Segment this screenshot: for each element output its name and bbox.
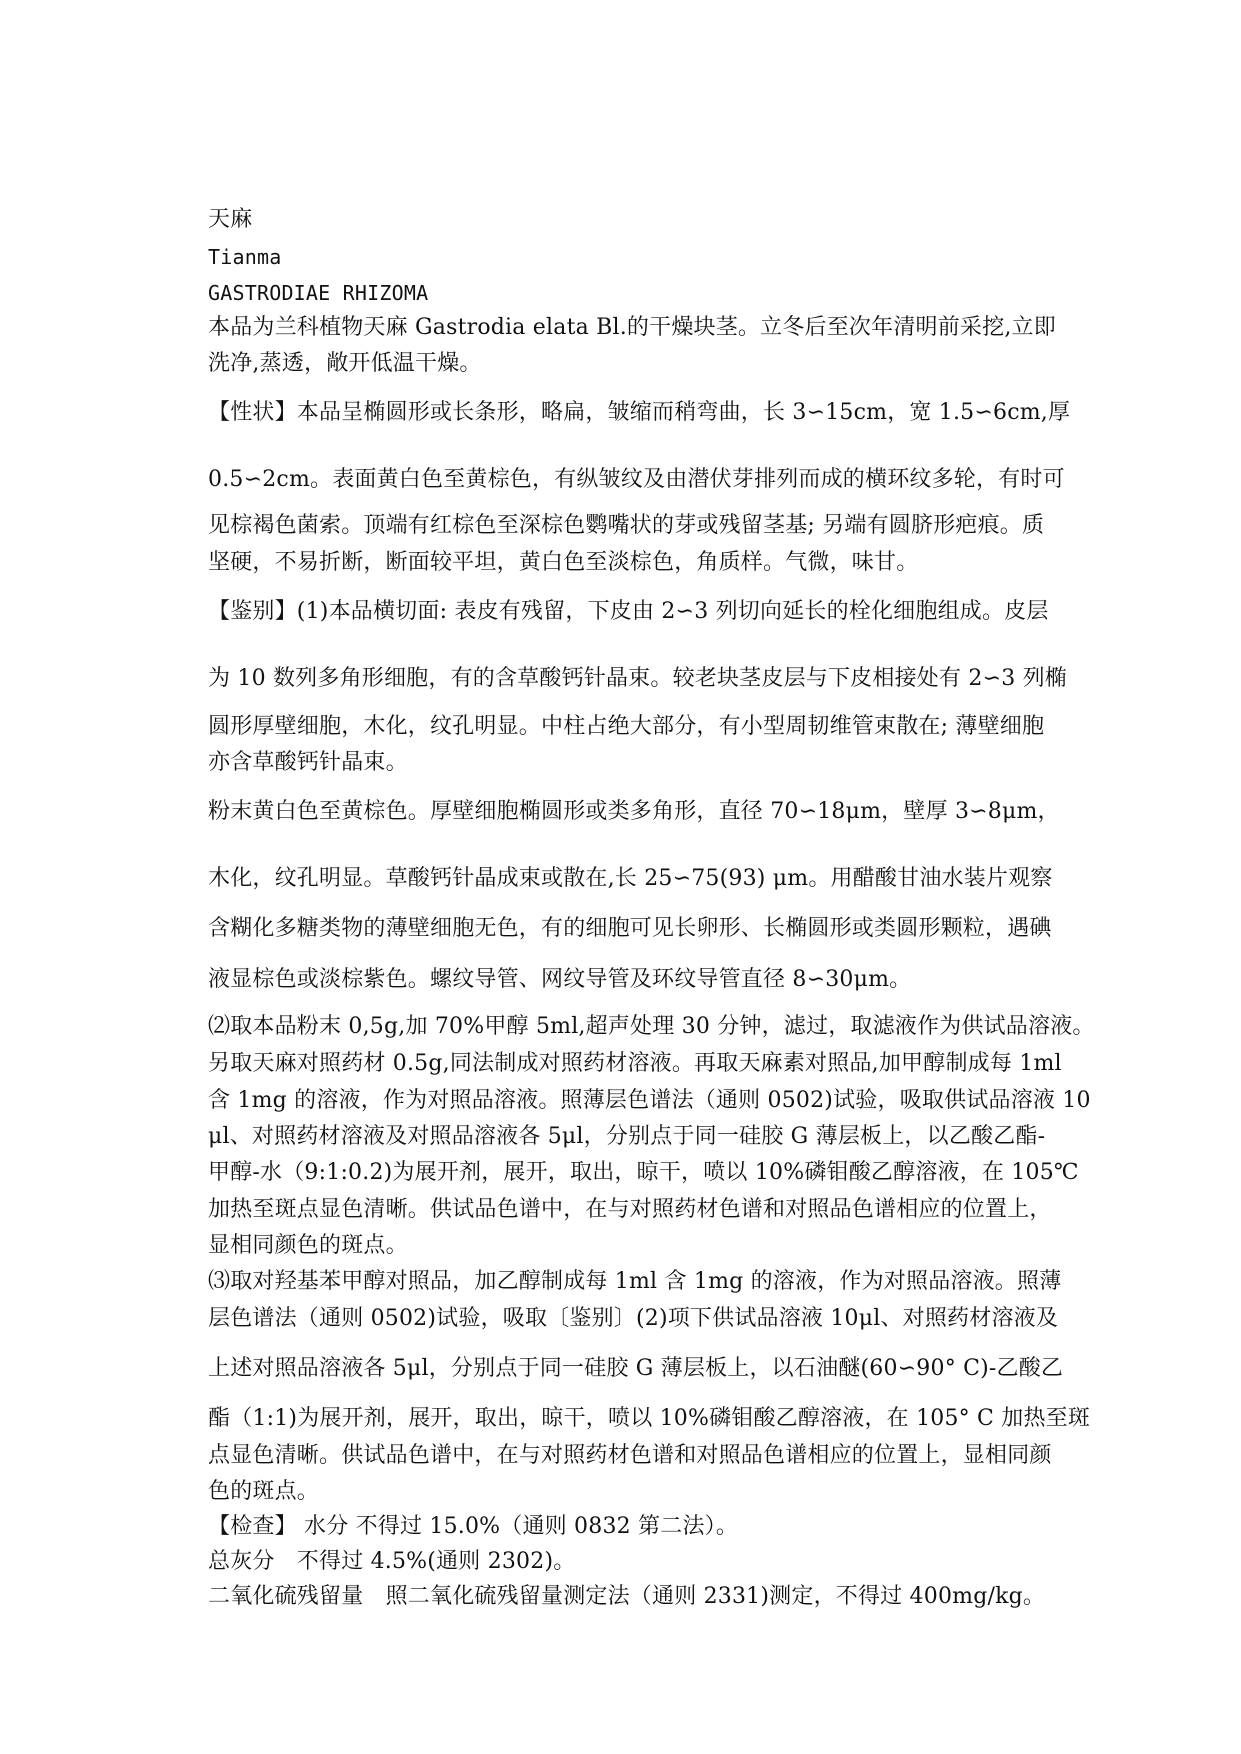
body-line: 二氧化硫残留量 照二氧化硫残留量测定法（通则 2331)测定，不得过 400mg/kg。 — [208, 1584, 1046, 1609]
title-pinyin: Tianma — [208, 245, 282, 269]
body-line: 含糊化多糖类物的薄壁细胞无色，有的细胞可见长卵形、长椭圆形或类圆形颗粒，遇碘 — [208, 916, 1052, 941]
body-line: 甲醇-水（9:1:0.2)为展开剂，展开，取出，晾干，喷以 10%磷钼酸乙醇溶液，在 105℃ — [208, 1160, 1079, 1185]
body-line: 总灰分 不得过 4.5%(通则 2302)。 — [208, 1549, 576, 1574]
body-line: 层色谱法（通则 0502)试验，吸取〔鉴别〕(2)项下供试品溶液 10μl、对照药材溶液及 — [208, 1306, 1059, 1331]
body-line: 坚硬，不易折断，断面较平坦，黄白色至淡棕色，角质样。气微，味甘。 — [208, 550, 919, 575]
body-line: 显相同颜色的斑点。 — [208, 1233, 408, 1258]
body-line: 0.5∽2cm。表面黄白色至黄棕色，有纵皱纹及由潜伏芽排列而成的横环纹多轮，有时可 — [208, 467, 1065, 492]
body-line: 酯（1:1)为展开剂，展开，取出，晾干，喷以 10%磷钼酸乙醇溶液，在 105° C 加热至斑 — [208, 1406, 1091, 1431]
body-line: 【鉴别】(1)本品横切面: 表皮有残留，下皮由 2∽3 列切向延长的栓化细胞组成。皮层 — [208, 599, 1049, 624]
body-line: 另取天麻对照药材 0.5g,同法制成对照药材溶液。再取天麻素对照品,加甲醇制成每 1ml — [208, 1051, 1062, 1076]
body-line: 【性状】本品呈椭圆形或长条形，略扁，皱缩而稍弯曲，长 3∽15cm，宽 1.5∽6cm,厚 — [208, 400, 1071, 425]
body-line: μl、对照药材溶液及对照品溶液各 5μl，分别点于同一硅胶 G 薄层板上，以乙酸乙酯- — [208, 1124, 1046, 1149]
body-line: 【检查】 水分 不得过 15.0%（通则 0832 第二法）。 — [208, 1514, 739, 1539]
title-chinese: 天麻 — [208, 207, 253, 232]
body-line: 木化，纹孔明显。草酸钙针晶成束或散在,长 25∽75(93) μm。用醋酸甘油水装片观察 — [208, 866, 1053, 891]
title-latin: GASTRODIAE RHIZOMA — [208, 281, 429, 305]
body-line: 亦含草酸钙针晶束。 — [208, 750, 408, 775]
body-line: 色的斑点。 — [208, 1479, 320, 1504]
body-line: 含 1mg 的溶液，作为对照品溶液。照薄层色谱法（通则 0502)试验，吸取供试品溶液 10 — [208, 1088, 1091, 1113]
body-line: 洗净,蒸透，敞开低温干燥。 — [208, 351, 482, 376]
body-line: ⑵取本品粉末 0,5g,加 70%甲醇 5ml,超声处理 30 分钟，滤过，取滤液作为供试品溶液。 — [208, 1014, 1095, 1039]
body-line: 本品为兰科植物天麻 Gastrodia elata Bl.的干燥块茎。立冬后至次年清明前采挖,立即 — [208, 315, 1056, 340]
body-line: 加热至斑点显色清晰。供试品色谱中，在与对照药材色谱和对照品色谱相应的位置上， — [208, 1197, 1052, 1222]
body-line: 上述对照品溶液各 5μl，分别点于同一硅胶 G 薄层板上，以石油醚(60∽90° C)-乙酸乙 — [208, 1356, 1064, 1381]
body-line: 见棕褐色菌索。顶端有红棕色至深棕色鹦嘴状的芽或残留茎基; 另端有圆脐形疤痕。质 — [208, 513, 1045, 538]
body-line: 圆形厚壁细胞，木化，纹孔明显。中柱占绝大部分，有小型周韧维管束散在; 薄壁细胞 — [208, 714, 1045, 739]
body-line: ⑶取对羟基苯甲醇对照品，加乙醇制成每 1ml 含 1mg 的溶液，作为对照品溶液。照薄 — [208, 1269, 1062, 1294]
body-line: 为 10 数列多角形细胞，有的含草酸钙针晶束。较老块茎皮层与下皮相接处有 2∽3 列椭 — [208, 666, 1067, 691]
body-line: 液显棕色或淡棕紫色。螺纹导管、网纹导管及环纹导管直径 8∽30μm。 — [208, 967, 912, 992]
body-line: 粉末黄白色至黄棕色。厚壁细胞椭圆形或类多角形，直径 70∽18μm，壁厚 3∽8μm， — [208, 799, 1060, 824]
body-line: 点显色清晰。供试品色谱中，在与对照药材色谱和对照品色谱相应的位置上，显相同颜 — [208, 1443, 1052, 1468]
